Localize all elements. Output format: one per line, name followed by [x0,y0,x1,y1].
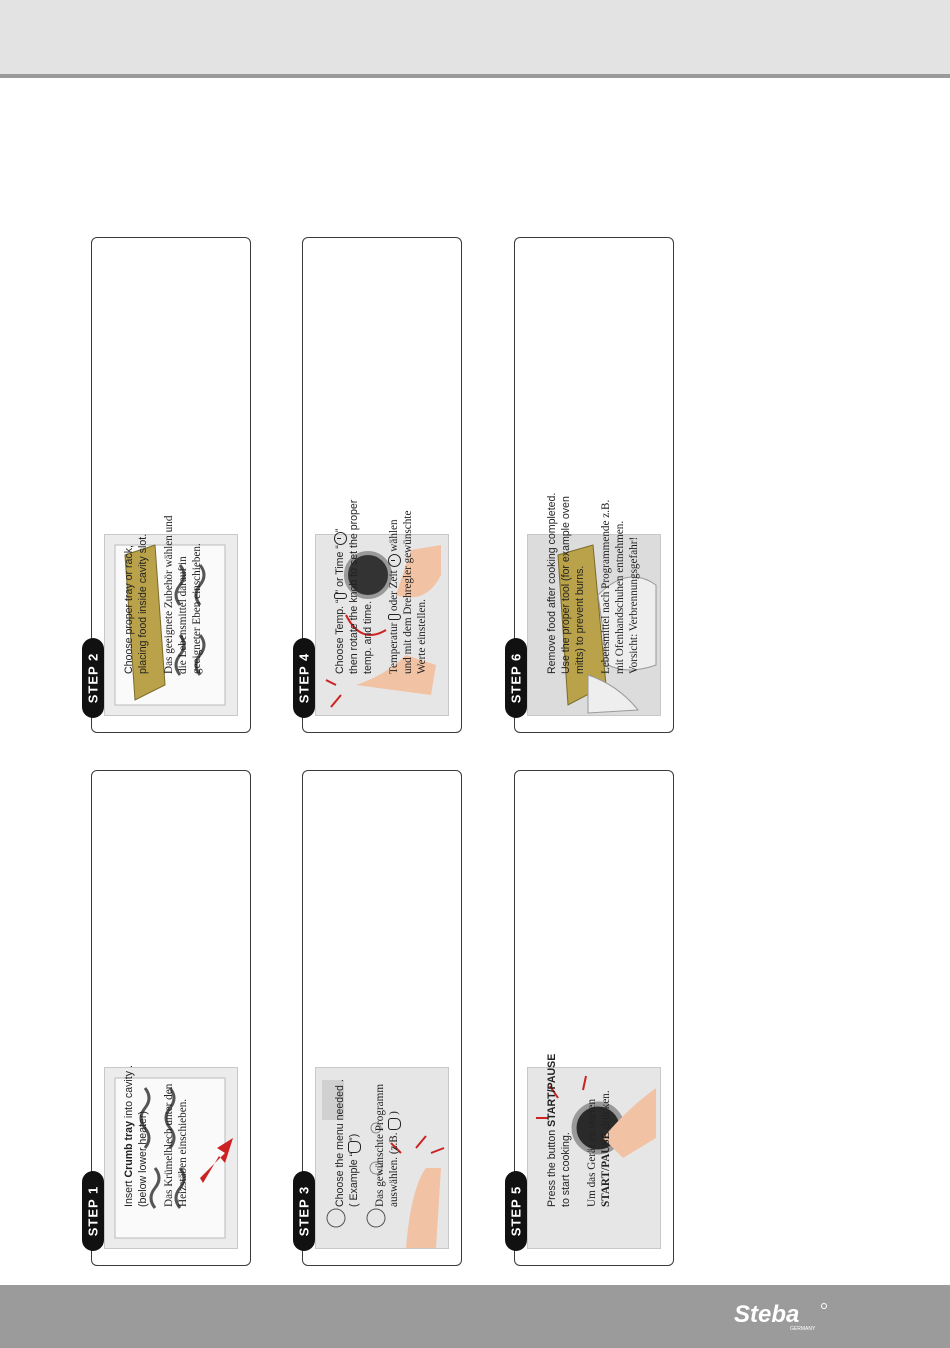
svg-text:GERMANY: GERMANY [790,1326,816,1332]
text: Choose the menu needed . [334,1079,346,1207]
svg-text:Steba: Steba [734,1301,800,1328]
text: Heizstäben einschieben. [177,1098,189,1207]
text: (below lower heater) [137,1111,149,1207]
step-badge-3 [293,1171,315,1251]
step-label: STEP 5 [508,1185,524,1237]
text-bold: Crumb tray [123,1121,135,1178]
text: auswählen. (z.B. [388,1132,400,1207]
text: die Lebensmittel darauf in [177,556,189,674]
text: ”) [348,1133,360,1141]
text: wählen [388,519,400,552]
text: into cavity . [123,1065,135,1122]
step-label: STEP 2 [85,652,101,704]
step-badge-4 [293,638,315,718]
step-label: STEP 4 [296,652,312,704]
text: Lebensmittel nach Programmende z.B. [600,499,612,674]
step-badge-1 [82,1171,104,1251]
text: Use the proper tool (for example oven [560,496,572,674]
text: Vorsicht: Verbrennungsgefahr! [628,536,640,674]
step-badge-5 [505,1171,527,1251]
header-band [0,0,950,74]
text: Remove food after cooking completed. [546,492,558,674]
text: ( Example “ [348,1152,360,1207]
steba-logo [732,1298,832,1332]
text: geeigneter Eben einschieben. [191,543,203,674]
step-text-3 [333,807,453,1207]
text: Press the button [546,1126,558,1207]
text: Choose Temp. “ [334,599,346,674]
step-card-3 [296,770,462,1266]
thermometer-icon [388,614,401,620]
text: Choose proper tray or rack, [123,545,135,674]
step-card-1 [85,770,251,1266]
text: ” [334,528,346,533]
text: mit Ofenhandschuhen entnehmen. [614,520,626,674]
step-badge-2 [82,638,104,718]
step-card-5 [508,770,674,1266]
text: to start cooking. [560,1132,572,1207]
step-text-6 [545,274,665,674]
step-text-5 [545,807,665,1207]
thermometer-icon [334,593,347,599]
text: drücken. [600,1090,612,1132]
hand-icon [348,1141,361,1153]
step-text-2 [122,274,242,674]
step-card-4 [296,237,462,733]
step-label: STEP 3 [296,1185,312,1237]
step-text-4 [333,274,453,674]
step-label: STEP 1 [85,1185,101,1237]
text: oder Zeit [388,570,400,611]
clock-icon [334,532,347,545]
text: und mit dem Drehregler gewünschte [402,510,414,674]
text-bold: START/PAUSE [600,1131,612,1207]
text-bold: START/PAUSE [546,1053,558,1127]
text: Werte einstellen. [416,599,428,674]
text: ” or Time “ [334,545,346,594]
header-rule [0,74,950,78]
text: Das geeignete Zubehör wählen und [163,515,175,674]
clock-icon [388,555,401,568]
text: Das gewünschte Programm [374,1083,386,1207]
text: Um das Gerät zu starten [586,1098,598,1207]
text: temp. and time. [362,600,374,674]
text: Das Krümelblech unter den [163,1083,175,1207]
text: Insert [123,1177,135,1207]
text: ) [388,1111,400,1115]
step-label: STEP 6 [508,652,524,704]
hand-icon [388,1118,401,1130]
step-card-6 [508,237,674,733]
step-card-2 [85,237,251,733]
footer-band [0,1285,950,1348]
step-badge-6 [505,638,527,718]
text: then rotate the knob to set the proper [348,499,360,674]
text: placing food inside cavity slot. [137,533,149,674]
step-text-1 [122,807,242,1207]
text: Temperatur [388,622,400,674]
text: mitts) to prevent burns. [574,565,586,674]
